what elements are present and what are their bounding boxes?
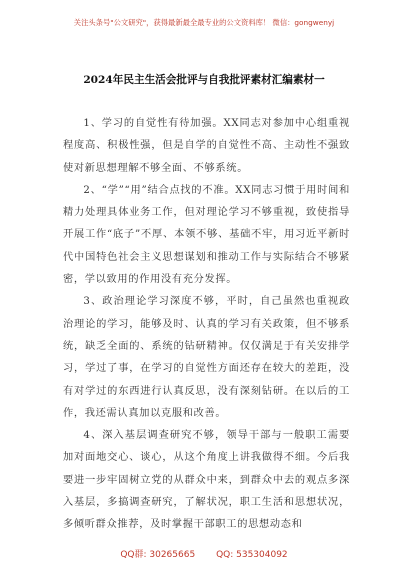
document-body [63,113,350,537]
footer-qq-group: QQ群: 30265665 [120,550,196,560]
header-banner: 关注头条号"公文研究"，获得最新最全最专业的公文资料库！ 微信：gongwenyj [73,18,335,27]
paragraph-1: 1、学习的自觉性有待加强。XX同志对参加中心组重视程度高、积极性强，但是自学的自觉性不高、主动性不强致使对新思想理解不够全面、不够系统。 [63,118,350,174]
paragraph-4: 4、深入基层调查研究不够，领导干部与一般职工需要加对面地交心、谈心，从这个角度上讲我做得不细。今后我要进一步牢固树立党的从群众中来，到群众中去的观点多深入基层，多搞调查研究，了解状况，职工生活和思想状况，多倾听群众推荐，及时掌握干部职工的思想动态和 [63,430,350,531]
paragraph-2: 2、“学”“用”结合点找的不准。XX同志习惯于用时间和精力处理具体业务工作，但对理论学习不够重视，致使指导开展工作“底子”不厚、本领不够、基础不牢，用习近平新时代中国特色社会主义思想谋划和推动工作与实际结合不够紧密，学以致用的作用没有充分发挥。 [63,184,350,286]
footer-contact [0,547,408,560]
paragraph-3: 3、政治理论学习深度不够，平时，自己虽然也重视政治理论的学习，能够及时、认真的学习有关政策，但不够系统，缺乏全面的、系统的钻研精神。仅仅满足于有关安排学习，学过了事，在学习的自觉性方面还存在较大的差距，没有对学过的东西进行认真反思，没有深刻钻研。在以后的工作，我还需认真加以克服和改善。 [63,296,350,419]
document-title: 2024年民主生活会批评与自我批评素材汇编素材一 [83,74,325,86]
footer-qq: QQ: 535304092 [216,550,288,560]
